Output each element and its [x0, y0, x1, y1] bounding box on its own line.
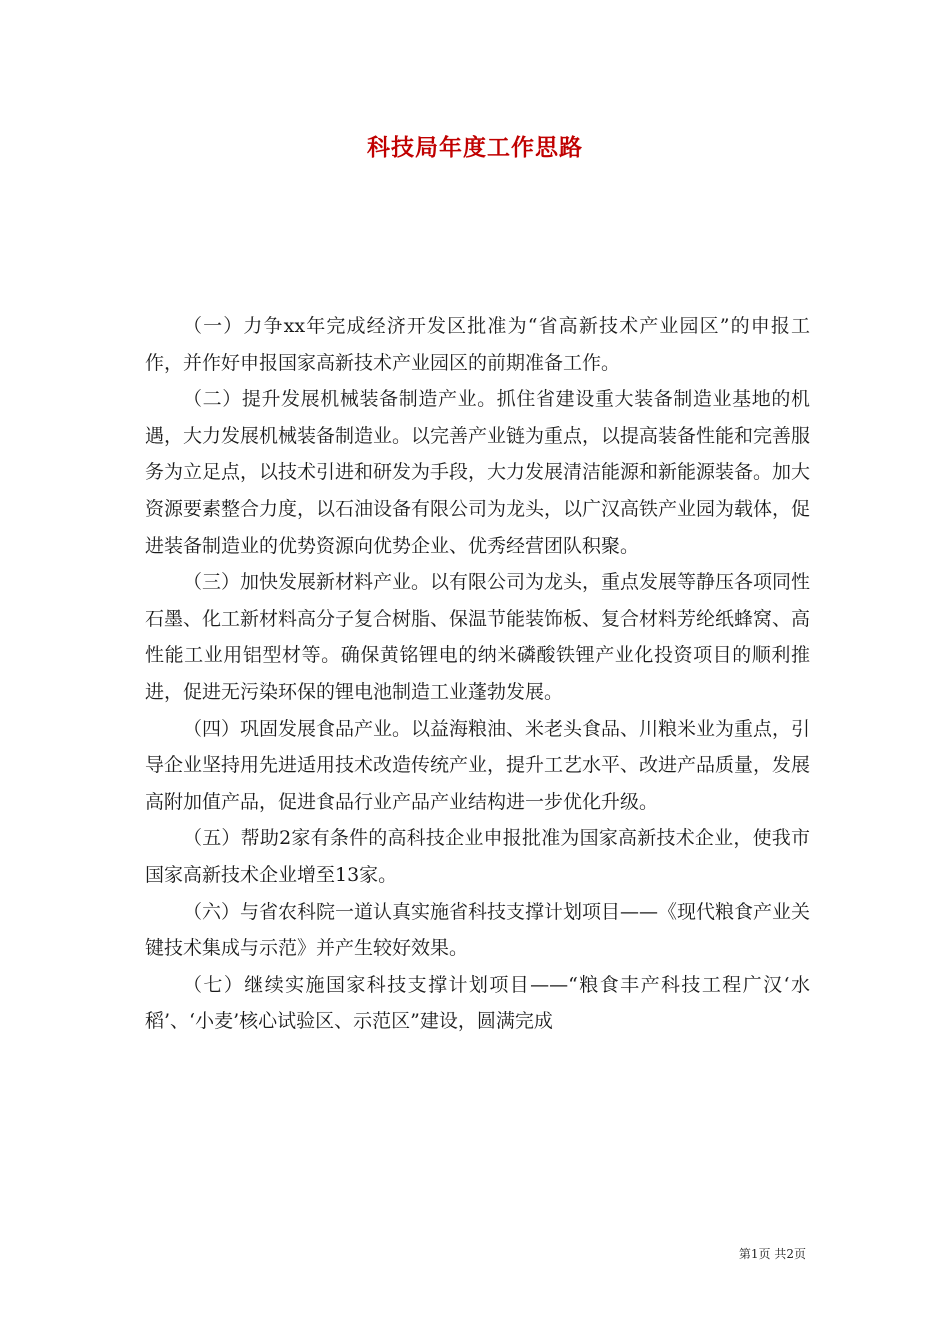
paragraph-6: （六）与省农科院一道认真实施省科技支撑计划项目——《现代粮食产业关键技术集成与示范》并产生较好效果。 — [145, 900, 811, 960]
document-body — [145, 308, 810, 1040]
paragraph-4: （四）巩固发展食品产业。以益海粮油、米老头食品、川粮米业为重点，引导企业坚持用先进适用技术改造传统产业，提升工艺水平、改进产品质量，发展高附加值产品，促进食品行业产品产业结构进一步优化升级。 — [145, 717, 811, 813]
document-title: 科技局年度工作思路 — [367, 134, 583, 161]
paragraph-3: （三）加快发展新材料产业。以有限公司为龙头，重点发展等静压各项同性石墨、化工新材料高分子复合树脂、保温节能装饰板、复合材料芳纶纸蜂窝、高性能工业用铝型材等。确保黄铭锂电的纳米磷酸铁锂产业化投资项目的顺利推进，促进无污染环保的锂电池制造工业蓬勃发展。 — [145, 571, 811, 703]
page-number-footer: 第1页 共2页 — [738, 1247, 806, 1261]
paragraph-1: （一）力争xx年完成经济开发区批准为“省高新技术产业园区”的申报工作，并作好申报国家高新技术产业园区的前期准备工作。 — [145, 315, 810, 374]
paragraph-7: （七）继续实施国家科技支撑计划项目——“粮食丰产科技工程广汉‘水稻’、‘小麦’核心试验区、示范区”建设，圆满完成 — [145, 973, 810, 1033]
paragraph-5: （五）帮助2家有条件的高科技企业申报批准为国家高新技术企业，使我市国家高新技术企业增至13家。 — [145, 827, 810, 886]
paragraph-2: （二）提升发展机械装备制造产业。抓住省建设重大装备制造业基地的机遇，大力发展机械装备制造业。以完善产业链为重点，以提高装备性能和完善服务为立足点，以技术引进和研发为手段，大力发展清洁能源和新能源装备。加大资源要素整合力度，以石油设备有限公司为龙头，以广汉高铁产业园为载体，促进装备制造业的优势资源向优势企业、优秀经营团队积聚。 — [145, 388, 811, 557]
